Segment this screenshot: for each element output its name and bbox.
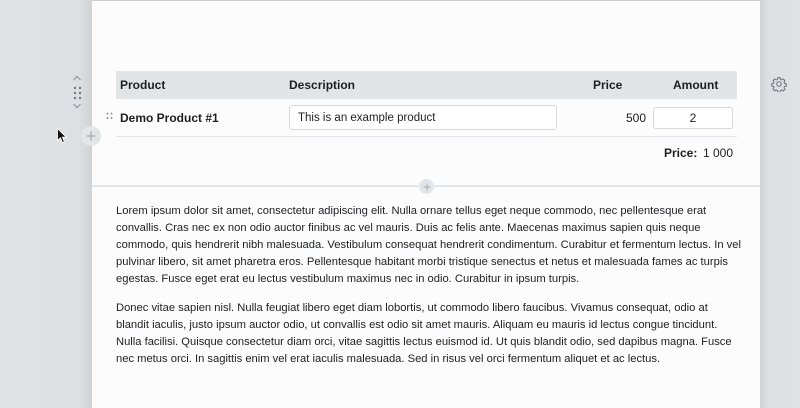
- mouse-pointer-icon: [57, 128, 67, 144]
- column-header-amount: Amount: [673, 78, 719, 92]
- product-price: 500: [625, 111, 646, 125]
- plus-icon: [86, 131, 96, 141]
- gear-icon[interactable]: [771, 76, 787, 92]
- description-input[interactable]: [289, 105, 557, 130]
- add-block-button[interactable]: [81, 126, 101, 146]
- paragraph: Lorem ipsum dolor sit amet, consectetur adipiscing elit. Nulla ornare tellus eget neque commodo, nec pellentesque erat convallis. Cras nec ex non odio auctor finibus ac vel mauris. Duis ac felis ante. Maecenas maximus sapien quis neque commodo, quis hendrerit nibh malesuada. Vestibulum consequat hendrerit condimentum. Curabitur et fermentum lectus. In vel pulvinar libero, sit amet pharetra eros. Pellentesque habitant morbi tristique senectus et netus et malesuada fames ac turpis egestas. Fusce eget erat eu lectus vestibulum maximus nec in odio. Curabitur in ipsum turpis.: [116, 205, 741, 285]
- amount-input[interactable]: [653, 107, 733, 129]
- drag-handle-icon[interactable]: [106, 112, 113, 120]
- plus-icon: [423, 183, 431, 191]
- right-gutter: [760, 0, 800, 408]
- total-price-value: 1 000: [702, 146, 733, 160]
- chevron-down-icon[interactable]: [72, 102, 82, 110]
- paragraph: Donec vitae sapien nisl. Nulla feugiat libero eget diam lobortis, ut commodo libero faucibus. Vivamus consequat, odio at blandit iaculis, justo ipsum auctor odio, ut convallis est odio sit amet mauris. Aliquam eu mauris id lectus congue tincidunt. Nulla facilisi. Quisque consectetur diam orci, vitae sagittis lectus euismod id. Ut quis blandit odio, sed dapibus magna. Fusce nec metus orci. In sagittis enim vel erat iaculis malesuada. Sed in risus vel orci fermentum aliquet et ac lectus.: [116, 302, 732, 365]
- drag-handle-icon[interactable]: [73, 86, 82, 100]
- product-table-header: [116, 71, 737, 99]
- total-price-label: Price:: [664, 146, 698, 160]
- row-divider: [116, 136, 737, 137]
- add-between-blocks-button[interactable]: [419, 179, 434, 194]
- column-header-description: Description: [289, 78, 356, 92]
- chevron-up-icon[interactable]: [72, 74, 82, 82]
- product-name: Demo Product #1: [120, 111, 219, 125]
- column-header-price: Price: [593, 78, 623, 92]
- column-header-product: Product: [120, 78, 166, 92]
- left-gutter: [0, 0, 92, 408]
